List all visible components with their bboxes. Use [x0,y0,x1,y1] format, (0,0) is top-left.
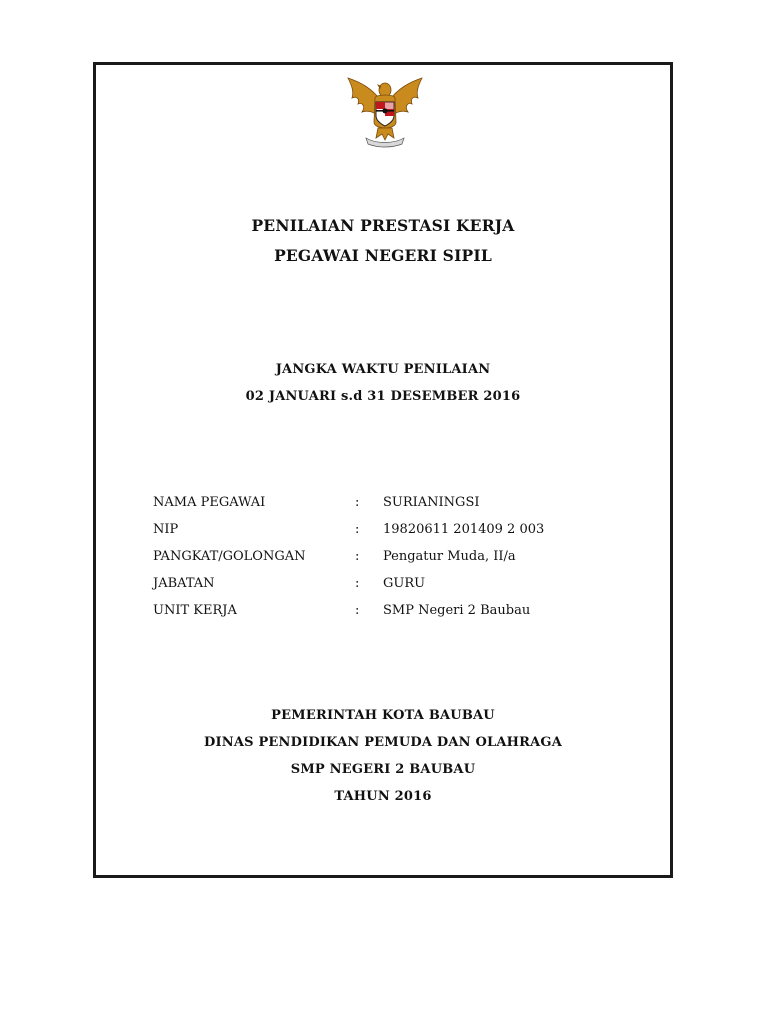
period-label: JANGKA WAKTU PENILAIAN [275,362,491,377]
field-value: GURU [383,576,426,591]
footer-department: DINAS PENDIDIKAN PEMUDA DAN OLAHRAGA [204,735,562,750]
field-separator: : [355,495,360,510]
field-label: PANGKAT/GOLONGAN [153,549,306,564]
field-label: NIP [153,522,179,537]
document-title: PENILAIAN PRESTASI KERJA [251,216,515,235]
footer-school: SMP NEGERI 2 BAUBAU [290,762,476,777]
document-border [93,62,673,878]
field-value: 19820611 201409 2 003 [383,522,545,537]
field-label: NAMA PEGAWAI [153,495,266,510]
document-subtitle: PEGAWAI NEGERI SIPIL [274,246,492,265]
field-value: SURIANINGSI [383,495,480,510]
field-separator: : [355,603,360,618]
garuda-emblem-icon [342,76,428,148]
field-separator: : [355,522,360,537]
field-separator: : [355,549,360,564]
footer-government: PEMERINTAH KOTA BAUBAU [271,708,495,723]
field-label: UNIT KERJA [153,603,237,618]
period-range: 02 JANUARI s.d 31 DESEMBER 2016 [245,389,521,404]
field-separator: : [355,576,360,591]
field-value: Pengatur Muda, II/a [383,549,516,564]
field-label: JABATAN [153,576,215,591]
footer-year: TAHUN 2016 [334,789,432,804]
field-value: SMP Negeri 2 Baubau [383,603,531,618]
